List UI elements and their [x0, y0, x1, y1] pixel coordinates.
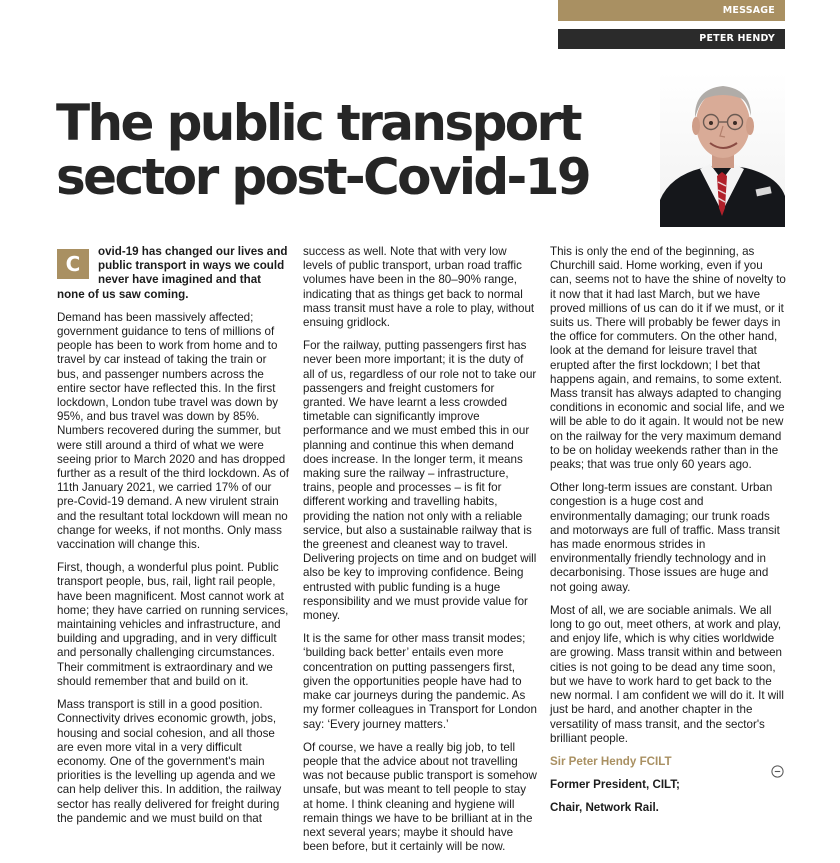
end-of-article-icon — [771, 765, 784, 778]
signature-role: Former President, CILT; — [550, 778, 680, 792]
signature-role: Chair, Network Rail. — [550, 801, 659, 815]
paragraph: Demand has been massively affected; government guidance to tens of millions of people has been to work from home and to travel by car instead of taking the train or bus, and passenger numbers across the entire sector have reflected this. In the first lockdown, London tube travel was down by 95%, and bus travel was down by 85%. Numbers recovered during the summer, but were still around a third of what we were seeing prior to March 2020 and has dropped further as a result of the third lockdown. As of 11th January 2021, we carried 17% of our pre-Covid-19 demand. A new virulent strain and the resultant total lockdown will mean no change for weeks, if not months. Only mass vaccination will change this. — [57, 310, 289, 552]
title-line-1: The public transport — [56, 94, 580, 152]
drop-cap: C — [57, 249, 89, 279]
paragraph: First, though, a wonderful plus point. Public transport people, bus, rail, light rail people, have been magnificent. Most cannot work at home; they have carried on running services, maintaining vehicles and infrastructure, and building and upgrading, and in very difficult and personally challenging circumstances. Their commitment is extraordinary and we should remember that and build on it. — [57, 561, 289, 688]
title-line-2: sector post-Covid-19 — [56, 148, 590, 206]
section-tag: MESSAGE — [558, 0, 785, 21]
paragraph: Other long-term issues are constant. Urban congestion is a huge cost and environmentally damaging; our trunk roads and motorways are full of traffic. Mass transit has made enormous strides in environmentally friendly technology and in decarbonising. Those issues are huge and not going away. — [550, 481, 780, 594]
article-title — [56, 96, 666, 204]
paragraph: It is the same for other mass transit modes; ‘building back better’ entails even more concentration on putting passengers first, given the opportunities people have had to make car journeys during the pandemic. As my former colleagues in Transport for London say: ‘Every journey matters.’ — [303, 632, 537, 731]
paragraph: Mass transport is still in a good position. Connectivity drives economic growth, jobs, housing and social cohesion, and all those are even more vital in a very difficult economy. One of the government's main priorities is the levelling up agenda and we can help deliver this. In addition, the railway sector has really delivered for freight during the pandemic and we must build on that — [57, 698, 282, 825]
paragraph: This is only the end of the beginning, as Churchill said. Home working, even if you can, seems not to have the shine of novelty to it now that it had last March, but we have proved millions of us can do it if we must, or it suits us. There will probably be fewer days in the office for commuters. On the other hand, look at the demand for leisure travel that erupted after the first lockdown; I bet that happens again, and remains, to some extent. Mass transit has always adapted to changing conditions in economic and social life, and we will be able to do it again. It would not be new on the railway for the very maximum demand to be on holiday weekends rather than in the peaks; that was true only 60 years ago. — [550, 245, 786, 472]
article-column-1 — [57, 245, 289, 835]
paragraph: Most of all, we are sociable animals. We all long to go out, meet others, at work and play, and enjoy life, which is why cities worldwide are growing. Mass transit within and between cities is not going to be dead any time soon, but we have to work hard to get back to the new normal. I am confident we will do it. It will just be hard, and another chapter in the versatility of mass transit, and the sector's brilliant people. — [550, 603, 784, 745]
paragraph: For the railway, putting passengers first has never been more important; it is the duty of all of us, regardless of our role not to take our passengers and freight customers for granted. We have learnt a less crowded timetable can significantly improve performance and we must embed this in our planning and continue this when demand does increase. In the longer term, it means making sure the railway – infrastructure, trains, people and processes – is fit for different working and travelling habits, providing the nation not only with a reliable service, but also a sustainable railway that is the greenest and cleanest way to travel. Delivering projects on time and on budget will also be key to improving confidence. Being entrusted with public funding is a huge responsibility and we must provide value for money. — [303, 339, 537, 623]
portrait-photo — [660, 72, 785, 227]
lead-text: ovid-19 has changed our lives and public transport in ways we could never have imagined and that none of us saw coming. — [57, 245, 288, 301]
signature-name: Sir Peter Hendy FCILT — [550, 754, 672, 768]
article-column-3 — [550, 245, 787, 825]
author-tag: PETER HENDY — [558, 29, 785, 49]
article-lead — [57, 245, 289, 302]
paragraph: success as well. Note that with very low levels of public transport, urban road traffic volumes have been in the 80–90% range, indicating that as things get back to normal mass transit must have a role to play, without ensuing gridlock. — [303, 245, 535, 330]
article-column-2 — [303, 245, 537, 863]
paragraph: Of course, we have a really big job, to tell people that the advice about not travelling was not because public transport is somehow unsafe, but was meant to tell people to stay at home. I think cleaning and hygiene will remain things we have to be brilliant at in the next several years; maybe it should have been before, but it certainly will be now. — [303, 740, 537, 854]
